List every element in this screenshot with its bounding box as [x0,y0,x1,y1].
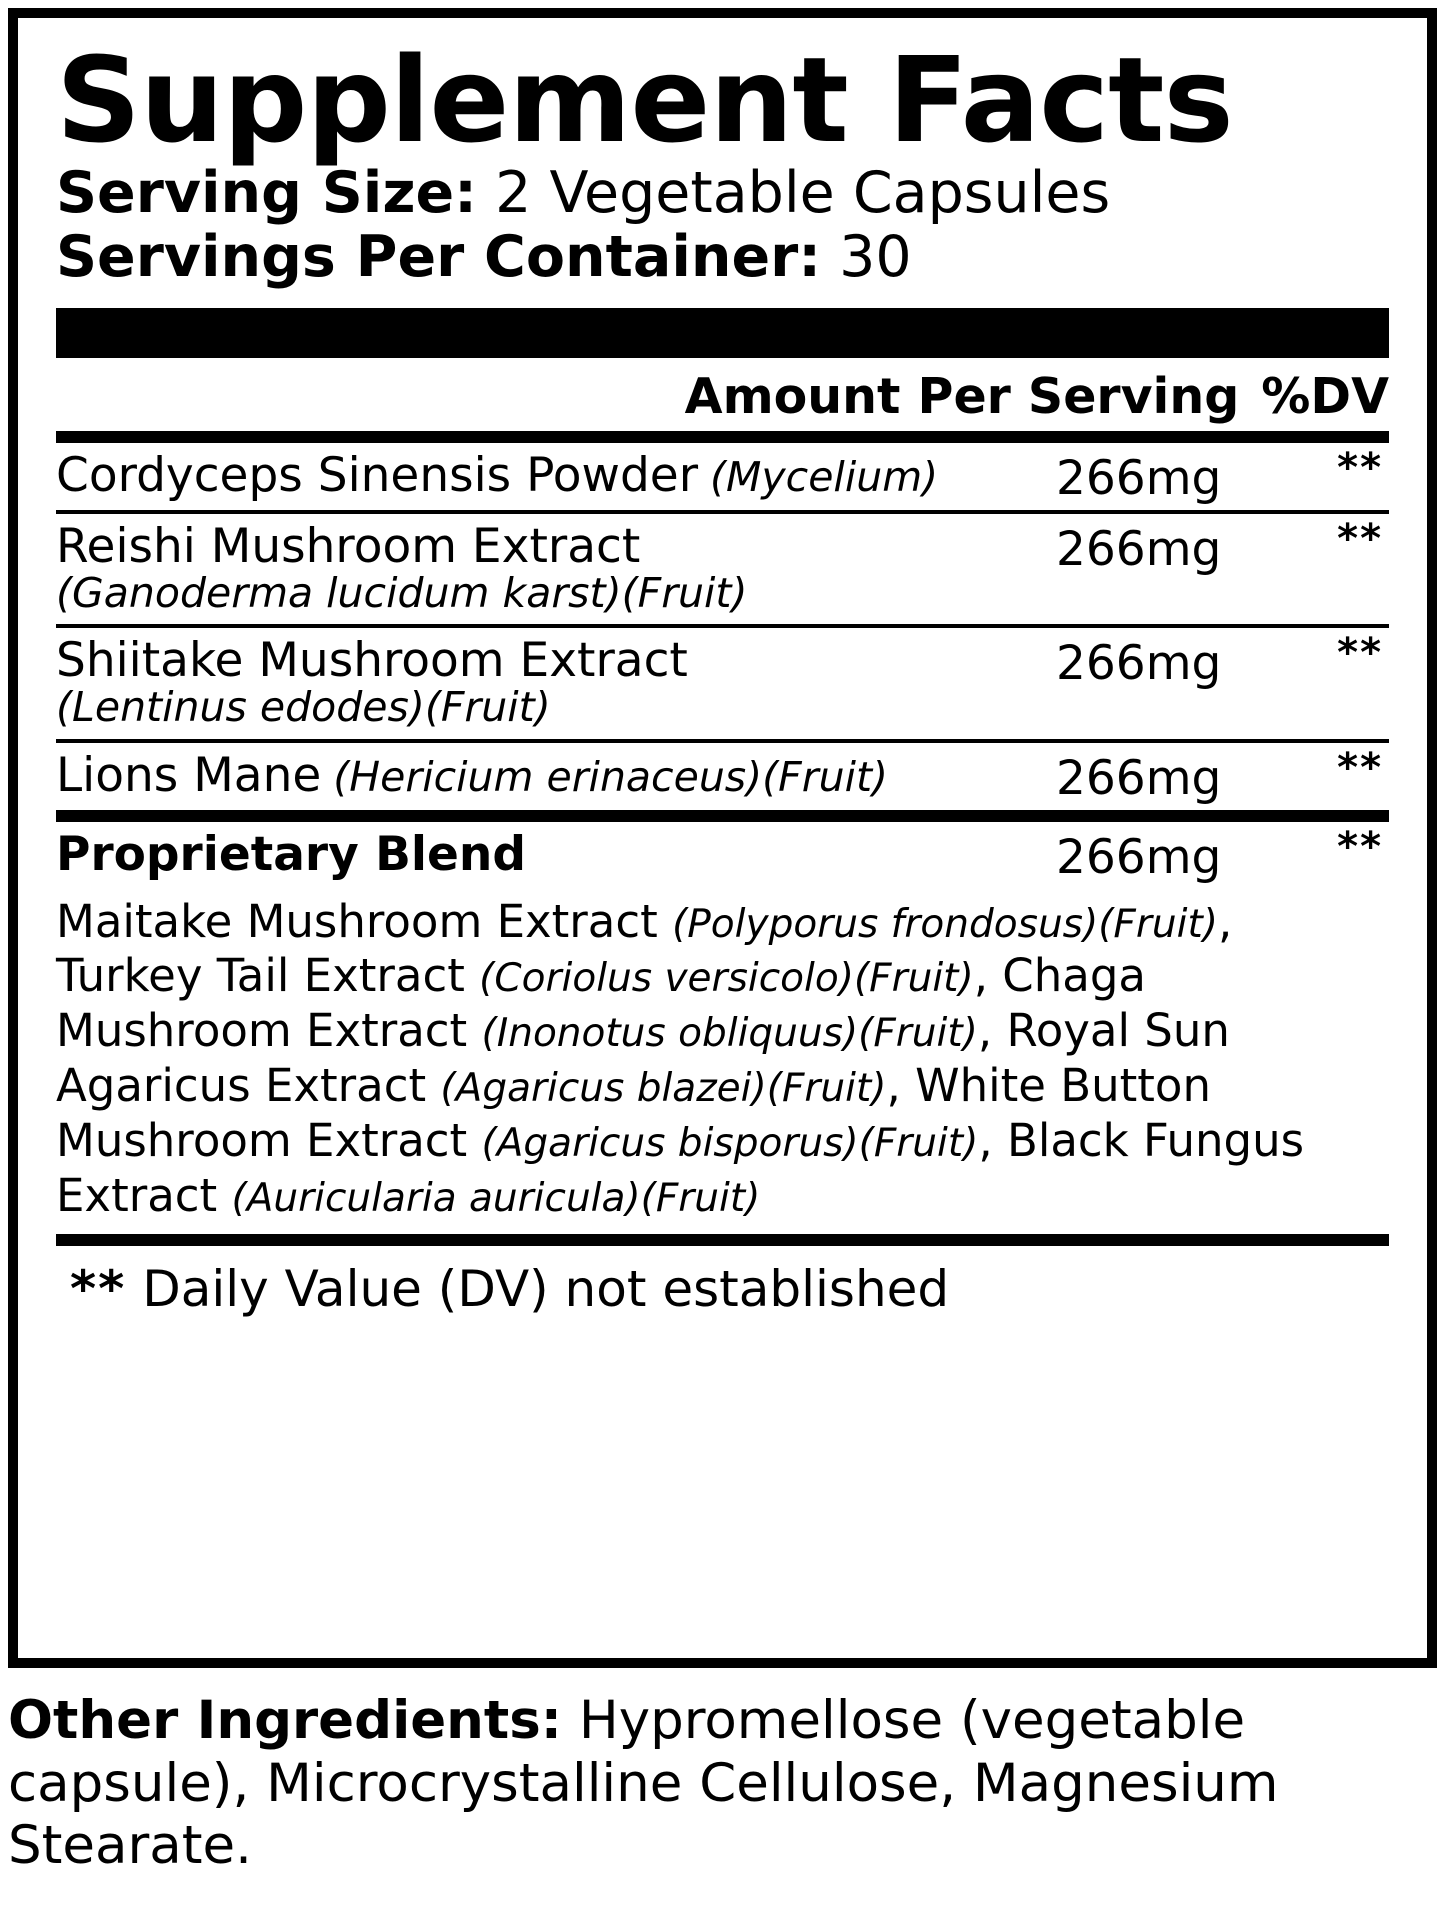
blend-component-latin: (Agaricus blazei)(Fruit) [440,1066,887,1112]
ingredient-latin: (Mycelium) [710,453,939,502]
ingredient-name: Lions Mane [56,748,322,804]
proprietary-blend-dv: ** [1337,823,1383,870]
blend-component-separator: , [977,1004,1007,1058]
dv-footnote [56,1246,1389,1318]
supplement-facts-panel [8,8,1437,1668]
blend-component-latin: (Polyporus frondosus)(Fruit) [672,901,1218,947]
page-title: Supplement Facts [56,31,1233,169]
blend-component-latin: (Coriolus versicolo)(Fruit) [479,956,974,1002]
proprietary-blend-row [56,822,1389,889]
serving-size-label: Serving Size: [56,160,477,227]
proprietary-blend-name: Proprietary Blend [56,826,526,882]
ingredient-amount: 266mg [1056,751,1222,807]
header-divider-bar [56,308,1389,358]
dv-footnote-stars: ** [70,1259,127,1318]
blend-component-name: Maitake Mushroom Extract [56,894,673,948]
ingredient-dv: ** [1337,515,1383,562]
ingredient-dv: ** [1337,445,1383,492]
blend-component-name: Turkey Tail Extract [56,949,480,1003]
ingredient-amount: 266mg [1056,451,1222,507]
blend-component-name: Chaga Mushroom Extract [56,949,1146,1058]
blend-component-separator: , [978,1114,1007,1168]
amount-per-serving-header: Amount Per Serving [684,368,1240,426]
servings-per-container-label: Servings Per Container: [56,224,822,291]
ingredient-row [56,514,1389,625]
dv-footnote-text: Daily Value (DV) not established [142,1259,950,1318]
column-headers [56,358,1389,431]
proprietary-blend-components [56,889,1389,1234]
serving-size-value: 2 Vegetable Capsules [495,160,1111,227]
blend-component-separator: , [886,1059,916,1113]
rule-above-footnote [56,1234,1389,1246]
ingredient-dv: ** [1337,745,1383,792]
servings-per-container-value: 30 [839,224,912,291]
other-ingredients-value: Hypromellose (vegetable capsule), Microcrystalline Cellulose, Magnesium Stearate. [8,1690,1279,1877]
blend-component-name: Royal Sun Agaricus Extract [56,1004,1230,1113]
blend-component-latin: (Auricularia auricula)(Fruit) [231,1176,761,1222]
other-ingredients [8,1690,1437,1878]
rule-under-headers [56,431,1389,443]
ingredient-name: Cordyceps Sinensis Powder [56,448,699,504]
ingredient-row [56,628,1389,739]
other-ingredients-label: Other Ingredients: [8,1690,562,1751]
ingredient-amount: 266mg [1056,636,1222,692]
blend-component-name: Black Fungus Extract [56,1114,1305,1223]
blend-component-separator: , [1217,894,1233,948]
ingredient-name: Reishi Mushroom Extract [56,518,641,574]
ingredient-latin: (Hericium erinaceus)(Fruit) [333,753,889,802]
ingredient-name: Shiitake Mushroom Extract [56,633,688,689]
ingredient-row [56,443,1389,510]
blend-component-separator: , [973,949,1003,1003]
serving-size-line [56,162,1389,226]
ingredient-dv: ** [1337,630,1383,677]
rule-above-blend [56,810,1389,822]
daily-value-header: %DV [1261,368,1389,426]
blend-component-latin: (Agaricus bisporus)(Fruit) [481,1121,979,1167]
ingredient-latin: (Ganoderma lucidum karst)(Fruit) [56,568,748,617]
ingredient-row [56,743,1389,810]
blend-component-name: White Button Mushroom Extract [56,1059,1211,1168]
servings-per-container-line [56,226,1389,290]
ingredient-latin: (Lentinus edodes)(Fruit) [56,683,551,732]
proprietary-blend-amount: 266mg [1056,829,1222,885]
blend-component-latin: (Inonotus obliquus)(Fruit) [481,1011,978,1057]
ingredient-amount: 266mg [1056,521,1222,577]
